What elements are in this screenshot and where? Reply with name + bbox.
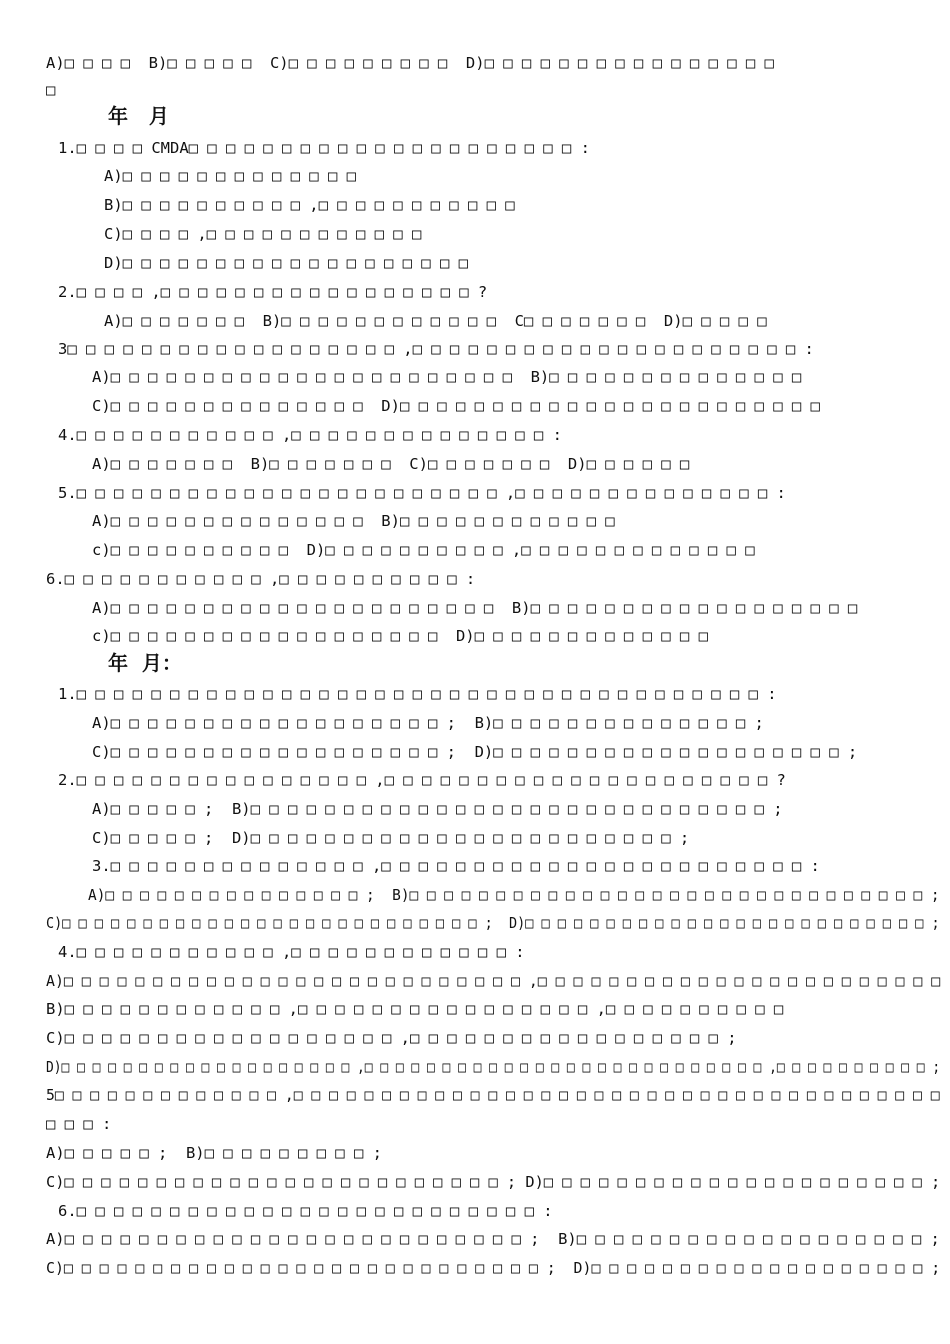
text-line: A)□ □ □ □ □ □ □ □ □ □ □ □ □ □ □ □ □ □ □ □ □ □ □ □ □ □ ,□ □ □ □ □ □ □ □ □ □ □ □ □ □ □ □ □ □ □ □ □ □ □ xyxy=(46,972,941,990)
text-line: C)□ □ □ □ □ □ □ □ □ □ □ □ □ □ □ □ □ □ □ □ □ □ □ □ □ □ ; D)□ □ □ □ □ □ □ □ □ □ □ □ □ □ □ □ □ □ □ □ □ □ □ □ □ ; xyxy=(46,914,940,932)
text-line: C)□ □ □ □ □ □ □ □ □ □ □ □ □ □ D)□ □ □ □ □ □ □ □ □ □ □ □ □ □ □ □ □ □ □ □ □ □ □ xyxy=(92,397,820,415)
text-line: A)□ □ □ □ □ □ □ □ □ □ □ □ □ □ □ □ □ □ □ □ □ □ B)□ □ □ □ □ □ □ □ □ □ □ □ □ □ xyxy=(92,368,802,386)
text-line: D)□ □ □ □ □ □ □ □ □ □ □ □ □ □ □ □ □ □ □ xyxy=(104,254,468,272)
text-line: 6.□ □ □ □ □ □ □ □ □ □ □ ,□ □ □ □ □ □ □ □ □ □ : xyxy=(46,570,476,588)
text-line: c)□ □ □ □ □ □ □ □ □ □ D)□ □ □ □ □ □ □ □ □ □ ,□ □ □ □ □ □ □ □ □ □ □ □ □ xyxy=(92,541,755,559)
text-line: 2.□ □ □ □ ,□ □ □ □ □ □ □ □ □ □ □ □ □ □ □ □ □ ? xyxy=(58,283,488,301)
text-line: 3.□ □ □ □ □ □ □ □ □ □ □ □ □ □ ,□ □ □ □ □ □ □ □ □ □ □ □ □ □ □ □ □ □ □ □ □ □ □ : xyxy=(92,857,820,875)
text-line: D)□ □ □ □ □ □ □ □ □ □ □ □ □ □ □ □ □ □ □ ,□ □ □ □ □ □ □ □ □ □ □ □ □ □ □ □ □ □ □ □ □ □ □ □ □ □ ,□ □ □ □ □ □ □ □ □ □ ; xyxy=(46,1058,941,1076)
text-line: A)□ □ □ □ □ □ □ B)□ □ □ □ □ □ □ □ □ □ □ □ C□ □ □ □ □ □ □ D)□ □ □ □ □ xyxy=(104,312,767,330)
text-line: 5.□ □ □ □ □ □ □ □ □ □ □ □ □ □ □ □ □ □ □ □ □ □ □ ,□ □ □ □ □ □ □ □ □ □ □ □ □ □ : xyxy=(58,484,786,502)
text-line: A)□ □ □ □ □ □ □ □ □ □ □ □ □ □ □ □ □ □ □ □ □ B)□ □ □ □ □ □ □ □ □ □ □ □ □ □ □ □ □ □ xyxy=(92,599,858,617)
section-heading-date: 年 月： xyxy=(108,651,182,675)
text-line: 2.□ □ □ □ □ □ □ □ □ □ □ □ □ □ □ □ ,□ □ □ □ □ □ □ □ □ □ □ □ □ □ □ □ □ □ □ □ □ ? xyxy=(58,771,786,789)
text-line: A)□ □ □ □ □ ; B)□ □ □ □ □ □ □ □ □ □ □ □ □ □ □ □ □ □ □ □ □ □ □ □ □ □ □ □ ; xyxy=(92,800,783,818)
text-line: A)□ □ □ □ □ □ □ □ □ □ □ □ □ xyxy=(104,167,356,185)
text-line: C)□ □ □ □ □ □ □ □ □ □ □ □ □ □ □ □ □ □ □ □ □ □ □ □ □ □ □ ; D)□ □ □ □ □ □ □ □ □ □ □ □ □ □ □ □ □ □ □ ; xyxy=(46,1259,941,1277)
text-line: A)□ □ □ □ □ □ □ □ □ □ □ □ □ □ □ □ □ □ ; B)□ □ □ □ □ □ □ □ □ □ □ □ □ □ ; xyxy=(92,714,764,732)
text-line: A)□ □ □ □ □ □ □ □ □ □ □ □ □ □ □ □ □ □ □ □ □ □ □ □ □ ; B)□ □ □ □ □ □ □ □ □ □ □ □ □ □ □ □ □ □ □ ; xyxy=(46,1230,940,1248)
text-line: 5□ □ □ □ □ □ □ □ □ □ □ □ □ ,□ □ □ □ □ □ □ □ □ □ □ □ □ □ □ □ □ □ □ □ □ □ □ □ □ □ □ □ □ □ □ □ □ □ □ □ □ xyxy=(46,1086,940,1104)
text-line: A)□ □ □ □ □ □ □ □ □ □ □ □ □ □ □ ; B)□ □ □ □ □ □ □ □ □ □ □ □ □ □ □ □ □ □ □ □ □ □ □ □ □ □ □ □ □ □ ; xyxy=(88,886,940,904)
text-line: 3□ □ □ □ □ □ □ □ □ □ □ □ □ □ □ □ □ □ ,□ □ □ □ □ □ □ □ □ □ □ □ □ □ □ □ □ □ □ □ □ : xyxy=(58,340,814,358)
text-line: A)□ □ □ □ □ □ □ □ □ □ □ □ □ □ B)□ □ □ □ □ □ □ □ □ □ □ □ xyxy=(92,512,615,530)
section-heading-date: 年 月 xyxy=(108,104,169,128)
text-line: 1.□ □ □ □ □ □ □ □ □ □ □ □ □ □ □ □ □ □ □ □ □ □ □ □ □ □ □ □ □ □ □ □ □ □ □ □ □ : xyxy=(58,685,777,703)
text-line: A)□ □ □ □ □ □ □ B)□ □ □ □ □ □ □ C)□ □ □ □ □ □ □ D)□ □ □ □ □ □ xyxy=(92,455,690,473)
text-line: C)□ □ □ □ □ □ □ □ □ □ □ □ □ □ □ □ □ □ □ □ □ □ □ □ ; D)□ □ □ □ □ □ □ □ □ □ □ □ □ □ □ □ □ □ □ □ □ ; xyxy=(46,1173,941,1191)
text-line: A)□ □ □ □ B)□ □ □ □ □ C)□ □ □ □ □ □ □ □ □ D)□ □ □ □ □ □ □ □ □ □ □ □ □ □ □ □ xyxy=(46,54,774,72)
text-line: 4.□ □ □ □ □ □ □ □ □ □ □ ,□ □ □ □ □ □ □ □ □ □ □ □ : xyxy=(58,943,525,961)
text-line: C)□ □ □ □ ,□ □ □ □ □ □ □ □ □ □ □ □ xyxy=(104,225,422,243)
text-line: 1.□ □ □ □ CMDA□ □ □ □ □ □ □ □ □ □ □ □ □ □ □ □ □ □ □ □ □ : xyxy=(58,139,590,157)
text-line: 6.□ □ □ □ □ □ □ □ □ □ □ □ □ □ □ □ □ □ □ □ □ □ □ □ □ : xyxy=(58,1202,553,1220)
text-line: 4.□ □ □ □ □ □ □ □ □ □ □ ,□ □ □ □ □ □ □ □ □ □ □ □ □ □ : xyxy=(58,426,562,444)
text-line: A)□ □ □ □ □ ; B)□ □ □ □ □ □ □ □ □ ; xyxy=(46,1144,382,1162)
text-line: C)□ □ □ □ □ □ □ □ □ □ □ □ □ □ □ □ □ □ ,□ □ □ □ □ □ □ □ □ □ □ □ □ □ □ □ □ ; xyxy=(46,1029,737,1047)
text-line: c)□ □ □ □ □ □ □ □ □ □ □ □ □ □ □ □ □ □ D)□ □ □ □ □ □ □ □ □ □ □ □ □ xyxy=(92,627,708,645)
text-line: C)□ □ □ □ □ ; D)□ □ □ □ □ □ □ □ □ □ □ □ □ □ □ □ □ □ □ □ □ □ □ ; xyxy=(92,829,690,847)
text-line: B)□ □ □ □ □ □ □ □ □ □ ,□ □ □ □ □ □ □ □ □ □ □ xyxy=(104,196,515,214)
text-line: □ □ □ : xyxy=(46,1115,112,1133)
text-line: □ xyxy=(46,81,56,99)
text-line: C)□ □ □ □ □ □ □ □ □ □ □ □ □ □ □ □ □ □ ; D)□ □ □ □ □ □ □ □ □ □ □ □ □ □ □ □ □ □ □ ; xyxy=(92,743,858,761)
text-line: B)□ □ □ □ □ □ □ □ □ □ □ □ ,□ □ □ □ □ □ □ □ □ □ □ □ □ □ □ □ ,□ □ □ □ □ □ □ □ □ □ xyxy=(46,1000,784,1018)
